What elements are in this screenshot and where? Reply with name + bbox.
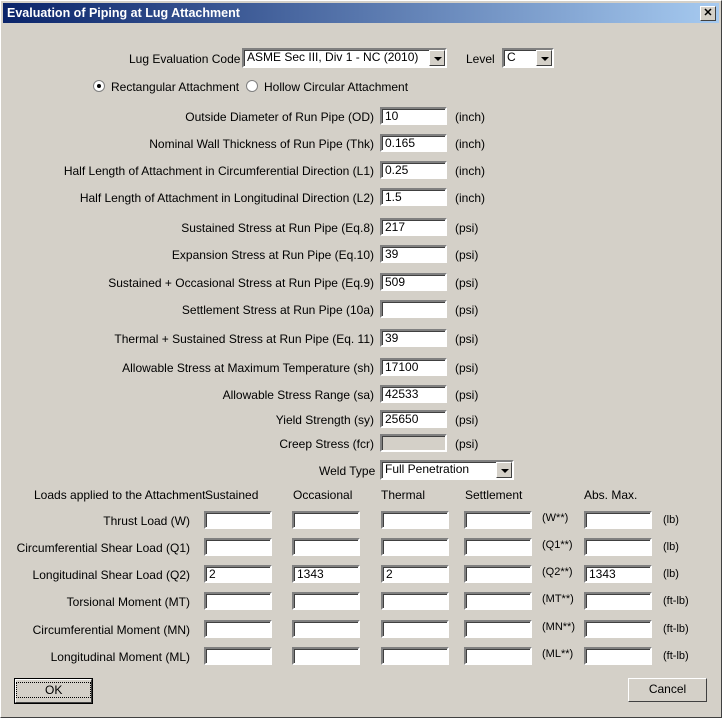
load-input[interactable] [464,538,532,556]
cancel-button[interactable]: Cancel [628,678,707,702]
load-input[interactable] [292,647,360,665]
chevron-down-icon[interactable] [536,50,552,66]
field-unit: (psi) [455,248,479,262]
field-unit: (psi) [455,332,479,346]
field-unit: (psi) [455,437,479,451]
field-input[interactable]: 1.5 [380,188,447,206]
window-title: Evaluation of Piping at Lug Attachment [7,6,240,20]
field-label: Sustained + Occasional Stress at Run Pipe (Eq.9) [108,276,374,290]
ok-button[interactable] [15,679,92,703]
load-input[interactable]: 2 [204,565,272,583]
field-label: Creep Stress (fcr) [279,437,374,451]
field-label: Half Length of Attachment in Longitudinal Direction (L2) [79,191,374,205]
load-row-label: Longitudinal Shear Load (Q2) [32,568,190,582]
field-unit: (psi) [455,276,479,290]
rect-attachment-radio[interactable] [93,80,105,92]
load-row-label: Circumferential Moment (MN) [32,623,190,637]
load-unit: (lb) [663,514,679,526]
field-unit: (psi) [455,303,479,317]
load-input[interactable] [292,592,360,610]
load-symbol: (MN**) [542,621,575,633]
load-input[interactable] [204,647,272,665]
load-input[interactable] [204,511,272,529]
level-value: C [507,50,516,64]
load-symbol: (MT**) [542,593,574,605]
field-input[interactable]: 10 [380,107,447,125]
load-unit: (ft-lb) [663,650,689,662]
load-row-label: Longitudinal Moment (ML) [50,650,190,664]
hollow-attachment-label: Hollow Circular Attachment [264,80,409,94]
field-input[interactable]: 217 [380,218,447,236]
code-value: ASME Sec III, Div 1 - NC (2010) [247,50,419,64]
field-unit: (psi) [455,413,479,427]
level-select[interactable] [502,48,554,68]
field-unit: (inch) [455,191,486,205]
field-unit: (psi) [455,221,479,235]
load-unit: (ft-lb) [663,623,689,635]
load-input[interactable] [204,592,272,610]
abs-max-input[interactable] [584,647,652,665]
level-label: Level [466,52,495,66]
load-input[interactable]: 1343 [292,565,360,583]
load-input[interactable] [204,538,272,556]
field-label: Thermal + Sustained Stress at Run Pipe (Eq. 11) [114,332,374,346]
load-input[interactable] [381,592,449,610]
load-input[interactable] [464,511,532,529]
chevron-down-icon[interactable] [496,462,512,478]
abs-max-input[interactable]: 1343 [584,565,652,583]
field-input[interactable]: 39 [380,245,447,263]
load-symbol: (ML**) [542,648,574,660]
field-input[interactable]: 17100 [380,358,447,376]
ok-label: OK [16,682,91,698]
load-input[interactable] [464,565,532,583]
field-unit: (psi) [455,388,479,402]
field-label: Settlement Stress at Run Pipe (10a) [181,303,374,317]
abs-max-input[interactable] [584,511,652,529]
field-unit: (inch) [455,137,486,151]
load-input[interactable] [381,511,449,529]
col-settlement: Settlement [465,488,523,502]
load-input[interactable] [464,647,532,665]
load-row-label: Thrust Load (W) [103,514,190,528]
load-input[interactable] [292,620,360,638]
load-unit: (lb) [663,541,679,553]
field-label: Nominal Wall Thickness of Run Pipe (Thk) [149,137,374,151]
field-label: Expansion Stress at Run Pipe (Eq.10) [171,248,374,262]
load-row-label: Circumferential Shear Load (Q1) [16,541,190,555]
close-button[interactable] [700,6,716,21]
field-label: Yield Strength (sy) [275,413,374,427]
abs-max-input[interactable] [584,620,652,638]
load-input[interactable] [381,620,449,638]
load-input[interactable] [204,620,272,638]
field-unit: (inch) [455,164,486,178]
load-unit: (ft-lb) [663,595,689,607]
field-label: Outside Diameter of Run Pipe (OD) [185,110,374,124]
field-unit: (psi) [455,361,479,375]
abs-max-input[interactable] [584,592,652,610]
field-input[interactable]: 42533 [380,385,447,403]
code-label: Lug Evaluation Code [129,52,241,66]
load-symbol: (Q1**) [542,539,573,551]
field-input[interactable]: 0.165 [380,134,447,152]
code-select[interactable] [242,48,447,68]
col-thermal: Thermal [381,488,426,502]
load-input[interactable] [381,538,449,556]
load-input[interactable]: 2 [381,565,449,583]
title-bar[interactable] [3,3,719,23]
load-input[interactable] [292,538,360,556]
field-label: Allowable Stress Range (sa) [222,388,374,402]
field-label: Sustained Stress at Run Pipe (Eq.8) [181,221,374,235]
field-input[interactable]: 0.25 [380,161,447,179]
col-occasional: Occasional [293,488,353,502]
field-label: Half Length of Attachment in Circumferential Direction (L1) [63,164,374,178]
load-unit: (lb) [663,568,679,580]
weld-type-value: Full Penetration [385,462,470,476]
load-input[interactable] [464,620,532,638]
chevron-down-icon[interactable] [429,50,445,66]
field-input[interactable] [380,300,447,318]
col-sustained: Sustained [205,488,259,502]
load-input[interactable] [464,592,532,610]
close-icon: ✕ [703,7,713,19]
field-input[interactable]: 25650 [380,410,447,428]
field-label: Allowable Stress at Maximum Temperature (sh) [122,361,374,375]
weld-type-label: Weld Type [319,464,376,478]
loads-header-label: Loads applied to the Attachment [34,488,206,502]
rect-attachment-label: Rectangular Attachment [111,80,240,94]
field-unit: (inch) [455,110,486,124]
hollow-attachment-radio[interactable] [246,80,258,92]
col-abs-max: Abs. Max. [584,488,638,502]
field-input[interactable]: 39 [380,329,447,347]
load-input[interactable] [292,511,360,529]
weld-type-select[interactable] [380,460,514,480]
load-row-label: Torsional Moment (MT) [66,595,190,609]
load-input[interactable] [381,647,449,665]
abs-max-input[interactable] [584,538,652,556]
load-symbol: (W**) [542,512,569,524]
field-input [380,434,447,452]
field-input[interactable]: 509 [380,273,447,291]
load-symbol: (Q2**) [542,566,573,578]
